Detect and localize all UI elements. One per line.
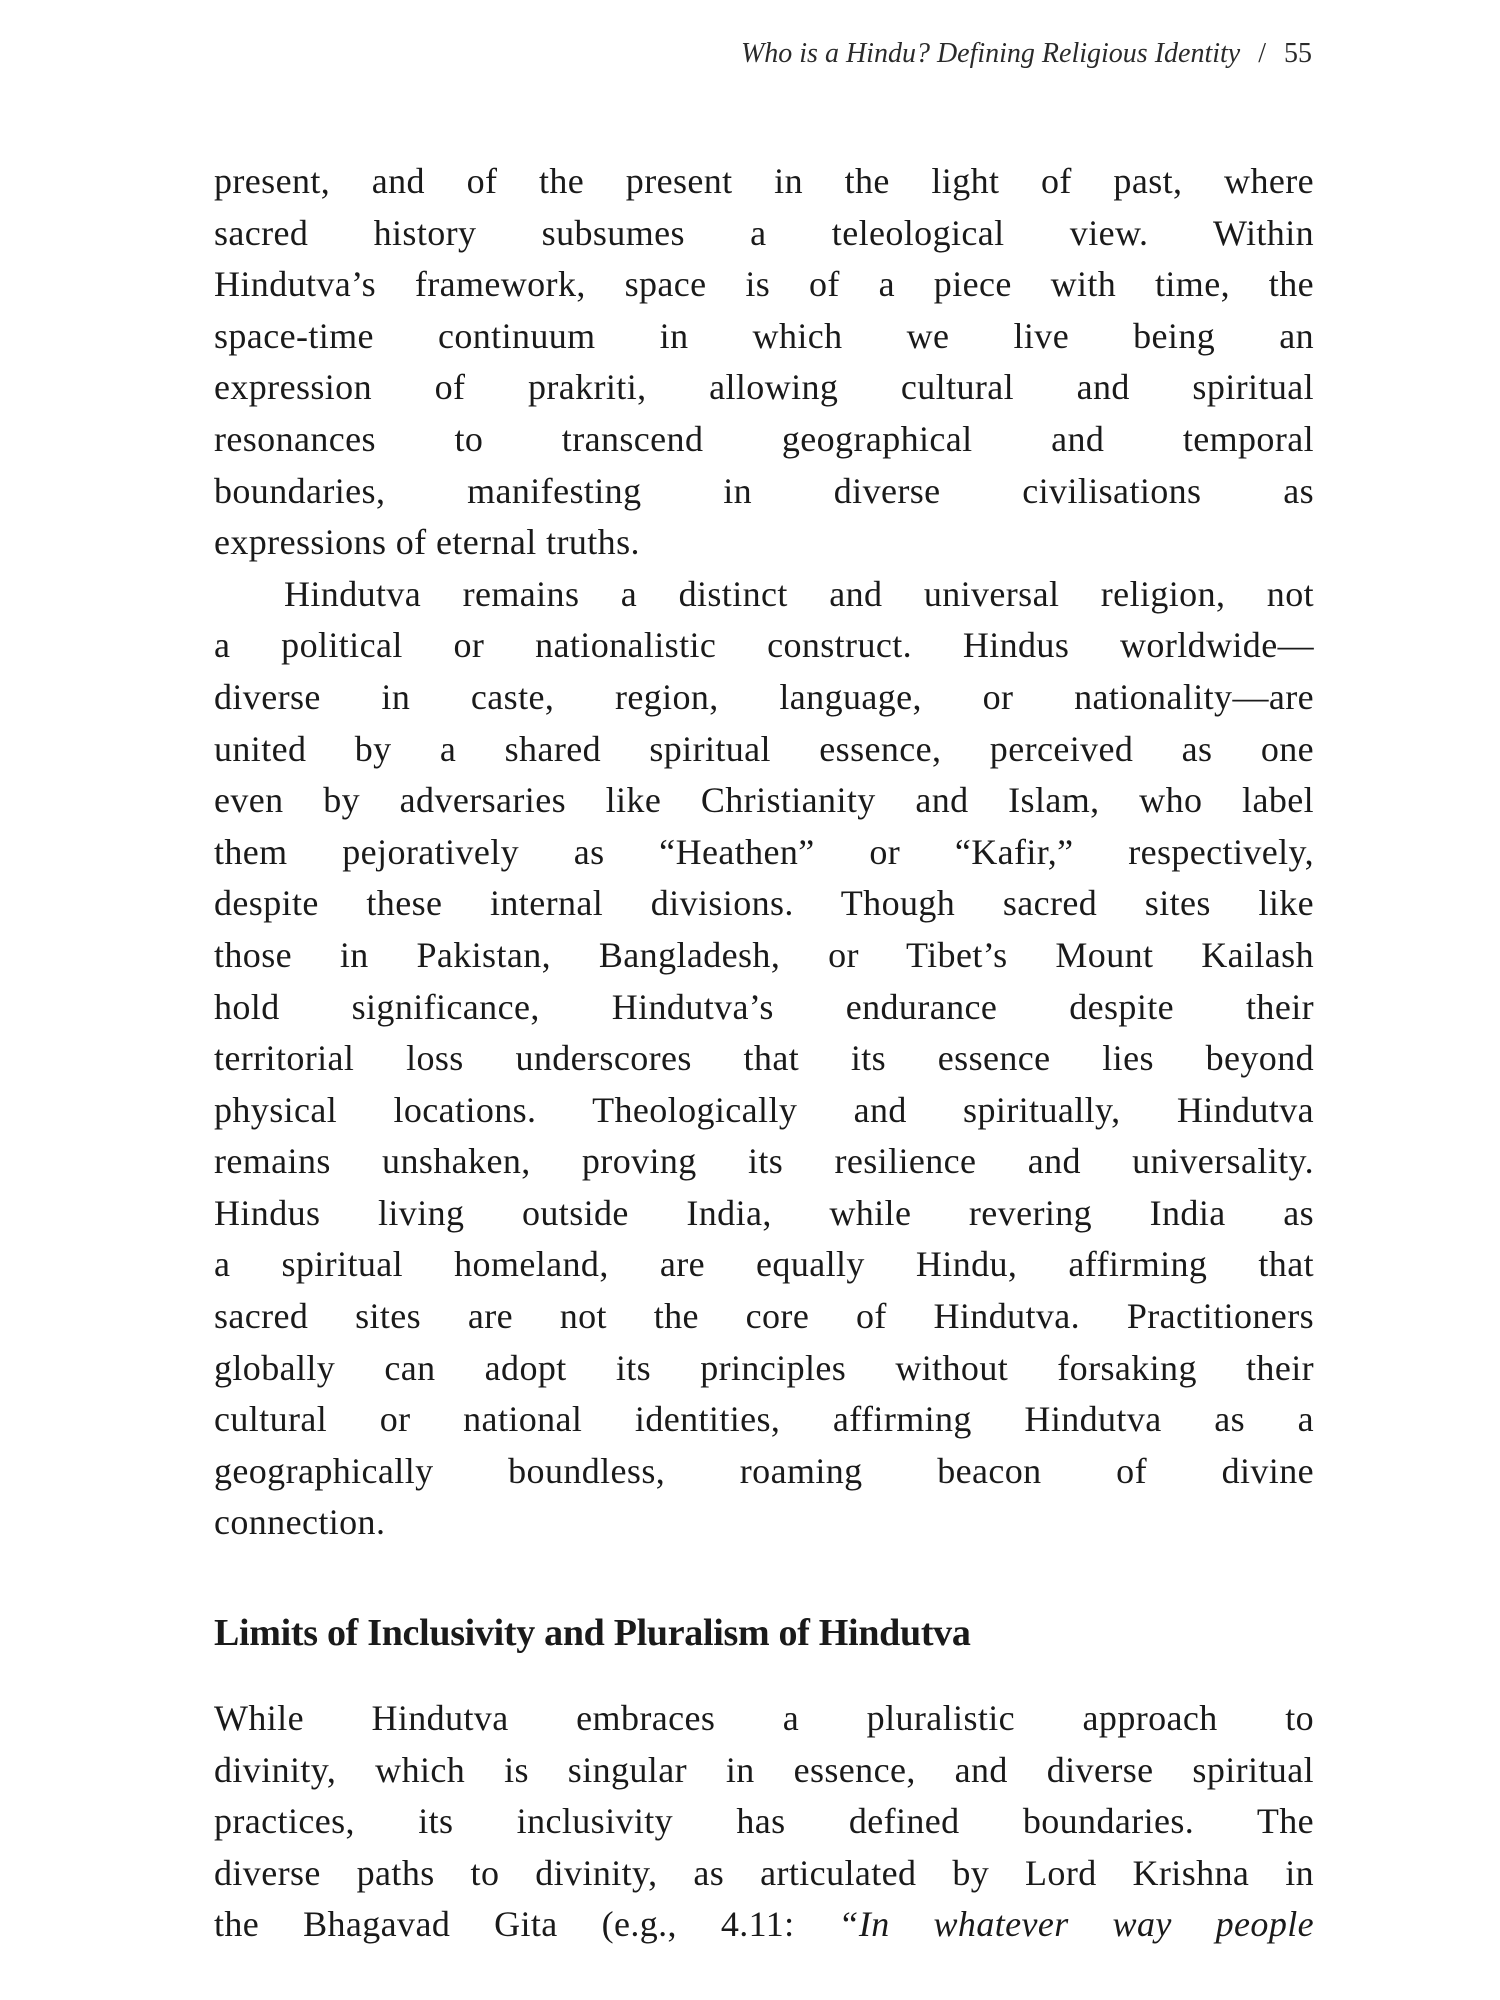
paragraph-2 (214, 569, 1314, 1549)
text-line: a spiritual homeland, are equally Hindu, affirming that (214, 1244, 1314, 1285)
text-line: expressions of eternal truths. (214, 522, 640, 563)
text-line: boundaries, manifesting in diverse civilisations as (214, 470, 1314, 511)
text-line: present, and of the present in the light of past, where (214, 161, 1314, 201)
text-line: Hindutva’s framework, space is of a piece with time, the (214, 264, 1314, 305)
text-line: Hindus living outside India, while revering India as (214, 1192, 1314, 1233)
body-text (214, 156, 1314, 1951)
page-number: 55 (1284, 38, 1312, 69)
text-line: connection. (214, 1502, 386, 1543)
text-line: resonances to transcend geographical and temporal (214, 418, 1314, 459)
text-line-mixed (214, 1899, 1314, 1951)
paragraph-1 (214, 156, 1314, 569)
text-line: sacred history subsumes a teleological view. Within (214, 212, 1314, 253)
text-line: united by a shared spiritual essence, perceived as one (214, 728, 1314, 769)
text-line: diverse paths to divinity, as articulated by Lord Krishna in (214, 1852, 1314, 1893)
text-line: globally can adopt its principles without forsaking their (214, 1347, 1314, 1388)
text-line-prefix: the Bhagavad Gita (e.g., 4.11: (214, 1904, 839, 1945)
running-title: Who is a Hindu? Defining Religious Identity (740, 38, 1241, 69)
text-line: divinity, which is singular in essence, and diverse spiritual (214, 1749, 1314, 1790)
text-line: cultural or national identities, affirming Hindutva as a (214, 1399, 1314, 1440)
text-line: While Hindutva embraces a pluralistic approach to (214, 1698, 1314, 1739)
text-line: practices, its inclusivity has defined boundaries. The (214, 1801, 1314, 1842)
text-line: expression of prakriti, allowing cultural and spiritual (214, 367, 1314, 408)
text-line: geographically boundless, roaming beacon of divine (214, 1450, 1314, 1491)
text-line: diverse in caste, region, language, or nationality—are (214, 676, 1314, 717)
text-line: even by adversaries like Christianity and Islam, who label (214, 780, 1314, 821)
paragraph-3 (214, 1693, 1314, 1951)
running-head-separator: / (1258, 38, 1266, 69)
section-heading: Limits of Inclusivity and Pluralism of Hindutva (214, 1612, 971, 1655)
text-line: physical locations. Theologically and spiritually, Hindutva (214, 1089, 1314, 1130)
text-line: territorial loss underscores that its essence lies beyond (214, 1038, 1314, 1079)
text-line: those in Pakistan, Bangladesh, or Tibet’s Mount Kailash (214, 934, 1314, 975)
running-head (520, 38, 1312, 70)
text-line: space-time continuum in which we live being an (214, 315, 1314, 356)
text-line: sacred sites are not the core of Hindutva. Practitioners (214, 1296, 1314, 1337)
text-line: remains unshaken, proving its resilience and universality. (214, 1141, 1314, 1182)
text-line: Hindutva remains a distinct and universal religion, not (284, 573, 1314, 614)
text-line: hold significance, Hindutva’s endurance despite their (214, 986, 1314, 1027)
text-line: a political or nationalistic construct. Hindus worldwide— (214, 625, 1314, 666)
italic-quote: “In whatever way people (838, 1904, 1314, 1945)
text-line: them pejoratively as “Heathen” or “Kafir,” respectively, (214, 831, 1314, 872)
text-line: despite these internal divisions. Though sacred sites like (214, 883, 1314, 924)
